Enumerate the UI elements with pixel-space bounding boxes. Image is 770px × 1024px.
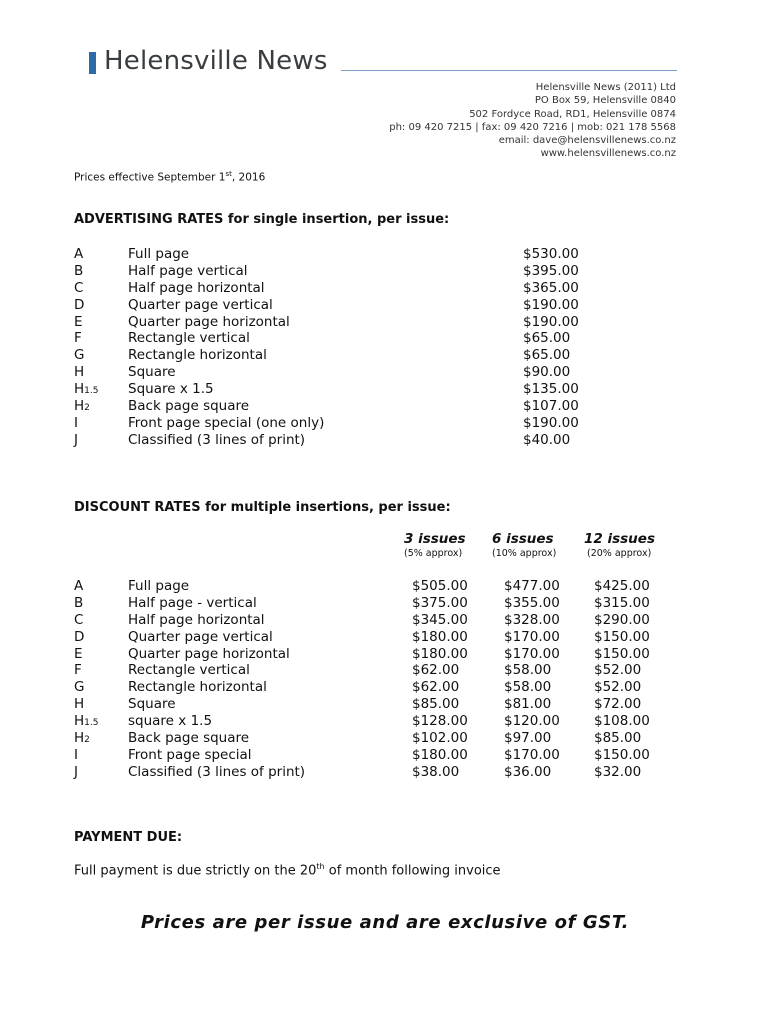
price-6-issues: $81.00 <box>504 696 552 713</box>
phone-line: ph: 09 420 7215 | fax: 09 420 7216 | mob: 021 178 5568 <box>389 121 676 133</box>
price-3-issues: $180.00 <box>412 645 468 662</box>
rate-code-letter: F <box>74 330 82 347</box>
rate-code <box>74 432 78 448</box>
rate-price: $190.00 <box>523 313 579 330</box>
rate-code-letter: A <box>74 246 84 262</box>
rate-code <box>74 629 84 645</box>
price-12-issues: $150.00 <box>594 645 650 662</box>
rate-description: square x 1.5 <box>128 713 213 730</box>
rate-code <box>74 297 84 313</box>
website-link[interactable]: www.helensvillenews.co.nz <box>540 148 676 160</box>
price-6-issues: $120.00 <box>504 713 560 730</box>
logo-bar <box>89 52 96 74</box>
rate-code <box>74 263 83 279</box>
price-12-issues: $85.00 <box>594 730 642 747</box>
rate-code <box>74 679 84 695</box>
rate-code-suffix: 2 <box>84 735 90 746</box>
rate-code <box>74 347 84 363</box>
rate-code <box>74 612 83 628</box>
rate-price: $107.00 <box>523 398 579 415</box>
rate-description: Rectangle vertical <box>128 330 250 347</box>
price-6-issues: $58.00 <box>504 679 552 696</box>
price-6-issues: $170.00 <box>504 645 560 662</box>
price-6-issues: $477.00 <box>504 578 560 594</box>
rate-price: $135.00 <box>523 381 579 398</box>
rate-code-suffix: 1.5 <box>84 718 99 729</box>
rate-description: Half page vertical <box>128 262 248 279</box>
rate-code <box>74 280 83 296</box>
rate-code <box>74 246 83 262</box>
price-12-issues: $52.00 <box>594 662 642 679</box>
rate-description: Square x 1.5 <box>128 381 214 398</box>
price-3-issues: $85.00 <box>412 696 460 713</box>
price-3-issues: $375.00 <box>412 594 468 611</box>
rate-code <box>74 314 83 330</box>
price-12-issues: $52.00 <box>594 679 642 696</box>
rate-code-letter: J <box>74 763 78 780</box>
rate-description: Half page horizontal <box>128 279 265 296</box>
rate-description: Quarter page horizontal <box>128 645 290 662</box>
rate-code-suffix: 2 <box>84 403 90 414</box>
rate-code <box>74 415 78 431</box>
rate-code-letter: J <box>74 431 78 448</box>
col-sub-3-issues: (5% approx) <box>404 548 463 559</box>
rate-code-letter: C <box>74 279 84 296</box>
rate-code <box>74 578 83 594</box>
header-divider <box>341 70 677 71</box>
rate-description: Rectangle vertical <box>128 662 250 679</box>
email-link[interactable]: email: dave@helensvillenews.co.nz <box>498 135 676 147</box>
payment-terms: Full payment is due strictly on the 20th of month following invoice <box>74 862 501 879</box>
rate-description: Full page <box>128 246 190 262</box>
rate-description: Half page - vertical <box>128 594 257 611</box>
price-12-issues: $150.00 <box>594 628 650 645</box>
rate-code-letter: G <box>74 679 85 696</box>
rate-description: Front page special <box>128 746 252 763</box>
rate-price: $65.00 <box>523 347 571 364</box>
rate-description: Half page horizontal <box>128 611 265 628</box>
price-6-issues: $355.00 <box>504 594 560 611</box>
price-12-issues: $315.00 <box>594 594 650 611</box>
rate-price: $395.00 <box>523 262 579 279</box>
rate-code-letter: H <box>74 398 85 415</box>
col-head-12-issues: 12 issues <box>584 531 655 547</box>
price-3-issues: $505.00 <box>412 578 468 594</box>
price-3-issues: $180.00 <box>412 746 468 763</box>
price-3-issues: $128.00 <box>412 713 468 730</box>
rate-price: $65.00 <box>523 330 571 347</box>
rate-description: Front page special (one only) <box>128 414 325 431</box>
rate-code <box>74 330 82 346</box>
rate-code <box>74 646 83 662</box>
effective-date: Prices effective September 1st, 2016 <box>74 170 266 184</box>
rate-code-letter: H <box>74 696 85 713</box>
rate-code-letter: B <box>74 594 84 611</box>
rate-code-letter: E <box>74 645 83 662</box>
rate-description: Full page <box>128 578 190 594</box>
rate-price: $190.00 <box>523 296 579 313</box>
col-sub-6-issues: (10% approx) <box>492 548 557 559</box>
price-12-issues: $425.00 <box>594 578 650 594</box>
price-6-issues: $170.00 <box>504 628 560 645</box>
rate-code-letter: G <box>74 347 85 364</box>
rate-code-letter: I <box>74 414 78 431</box>
price-3-issues: $102.00 <box>412 730 468 747</box>
rate-description: Quarter page horizontal <box>128 313 290 330</box>
rate-description: Quarter page vertical <box>128 628 273 645</box>
street-address: 502 Fordyce Road, RD1, Helensville 0874 <box>469 108 676 120</box>
contact-block <box>330 81 676 161</box>
rate-code <box>74 764 78 780</box>
rate-description: Rectangle horizontal <box>128 679 267 696</box>
discount-title: DISCOUNT RATES for multiple insertions, per issue: <box>74 500 451 515</box>
rate-code <box>74 730 90 746</box>
rate-code-letter: E <box>74 313 83 330</box>
rate-description: Square <box>128 364 176 381</box>
rate-code-letter: H <box>74 381 85 398</box>
price-6-issues: $58.00 <box>504 662 552 679</box>
rate-description: Quarter page vertical <box>128 296 273 313</box>
price-3-issues: $345.00 <box>412 611 468 628</box>
rate-description: Classified (3 lines of print) <box>128 763 306 780</box>
rate-price: $530.00 <box>523 246 579 262</box>
price-6-issues: $328.00 <box>504 611 560 628</box>
price-3-issues: $62.00 <box>412 679 460 696</box>
price-12-issues: $72.00 <box>594 696 642 713</box>
rate-code <box>74 398 90 414</box>
price-3-issues: $180.00 <box>412 628 468 645</box>
rate-description: Back page square <box>128 398 250 415</box>
rate-code <box>74 747 78 763</box>
price-6-issues: $97.00 <box>504 730 552 747</box>
rate-code-letter: I <box>74 746 78 763</box>
rate-price: $90.00 <box>523 364 571 381</box>
rate-code-letter: B <box>74 262 84 279</box>
rate-price: $40.00 <box>523 431 571 448</box>
rate-code <box>74 364 84 380</box>
rate-description: Rectangle horizontal <box>128 347 267 364</box>
rate-code <box>74 696 84 712</box>
rate-code-letter: A <box>74 578 84 594</box>
col-sub-12-issues: (20% approx) <box>587 548 652 559</box>
rate-description: Square <box>128 696 176 713</box>
price-12-issues: $150.00 <box>594 746 650 763</box>
logo: Helensville News <box>104 46 328 76</box>
rate-code <box>74 595 83 611</box>
col-head-3-issues: 3 issues <box>404 531 466 547</box>
rate-code-letter: H <box>74 730 85 747</box>
rate-price: $365.00 <box>523 279 579 296</box>
rate-code <box>74 381 98 397</box>
rate-code-letter: D <box>74 296 85 313</box>
price-6-issues: $170.00 <box>504 746 560 763</box>
rate-code-letter: F <box>74 662 82 679</box>
col-head-6-issues: 6 issues <box>492 531 554 547</box>
price-12-issues: $108.00 <box>594 713 650 730</box>
rate-description: Classified (3 lines of print) <box>128 431 306 448</box>
po-box: PO Box 59, Helensville 0840 <box>534 95 676 107</box>
rate-code-letter: H <box>74 364 85 381</box>
rate-code-letter: C <box>74 611 84 628</box>
price-12-issues: $290.00 <box>594 611 650 628</box>
company-name: Helensville News (2011) Ltd <box>535 82 676 93</box>
price-3-issues: $38.00 <box>412 763 460 780</box>
payment-title: PAYMENT DUE: <box>74 830 183 845</box>
rate-code <box>74 662 82 678</box>
rate-code-suffix: 1.5 <box>84 386 99 397</box>
rate-code-letter: D <box>74 628 85 645</box>
price-6-issues: $36.00 <box>504 763 552 780</box>
rate-price: $190.00 <box>523 414 579 431</box>
rate-description: Back page square <box>128 730 250 747</box>
price-12-issues: $32.00 <box>594 763 642 780</box>
advertising-title: ADVERTISING RATES for single insertion, per issue: <box>74 212 450 227</box>
price-3-issues: $62.00 <box>412 662 460 679</box>
gst-note: Prices are per issue and are exclusive of GST. <box>140 912 630 933</box>
rate-code <box>74 713 98 729</box>
rate-code-letter: H <box>74 713 85 730</box>
